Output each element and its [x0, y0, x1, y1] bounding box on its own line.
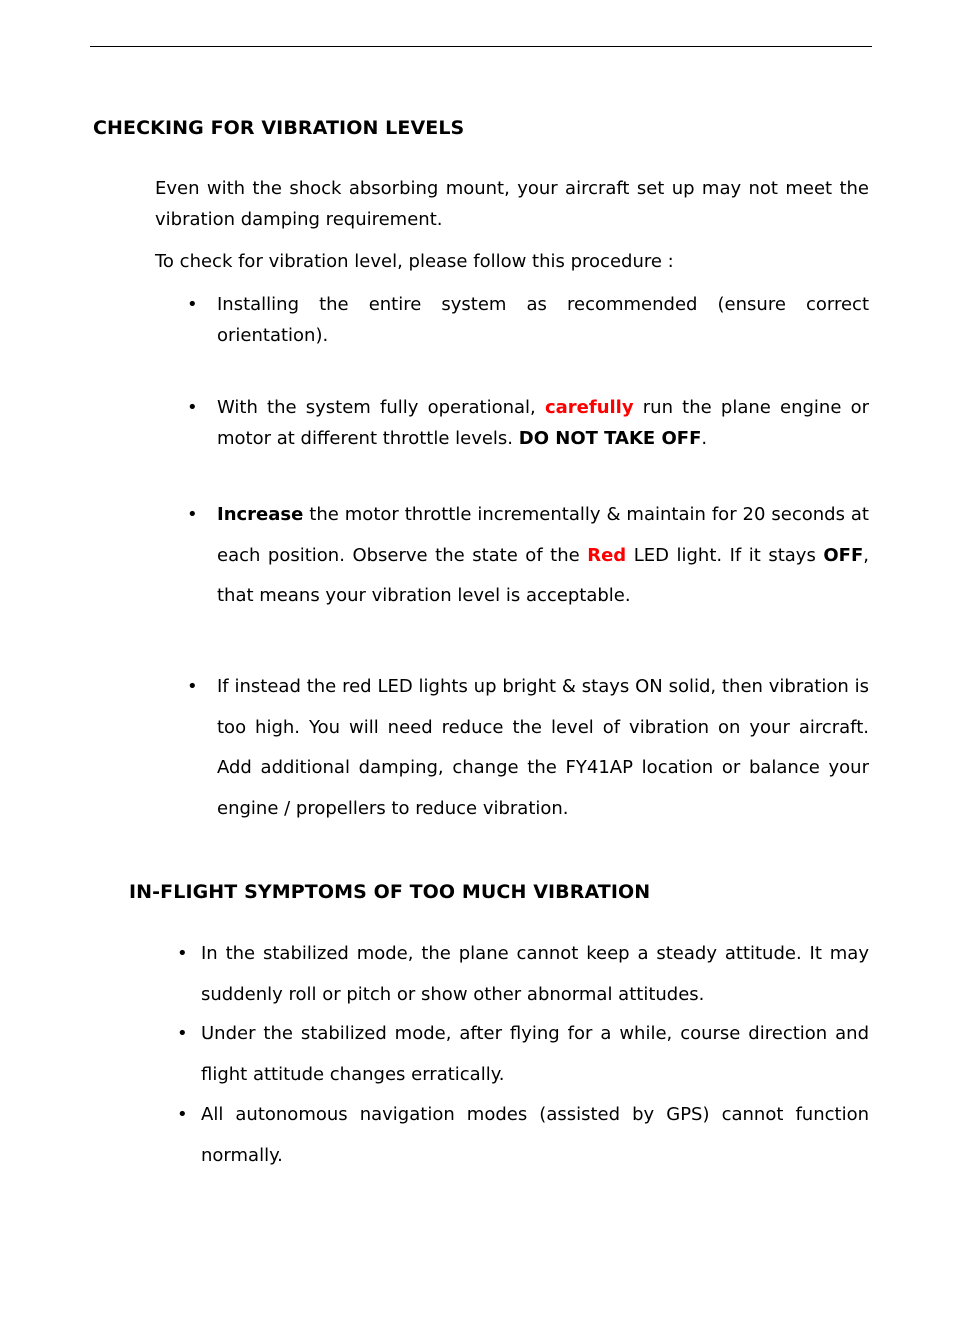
bullet-icon: •	[187, 294, 198, 315]
list-item	[187, 667, 869, 829]
step-text: Installing the entire system as recommended (ensure correct orientation).	[217, 294, 869, 346]
step-text: the motor throttle incrementally & maintain for 20 seconds at each position. Observe the state of the	[217, 504, 869, 566]
symptom-text: Under the stabilized mode, after flying for a while, course direction and flight attitude changes erratically.	[201, 1023, 869, 1085]
bullet-icon: •	[187, 397, 198, 418]
step-text: .	[701, 428, 708, 449]
list-item	[187, 495, 869, 617]
bullet-icon: •	[177, 943, 188, 964]
emphasis-text: OFF	[823, 544, 864, 566]
intro-paragraph: Even with the shock absorbing mount, your aircraft set up may not meet the vibration damping requirement.	[155, 178, 869, 230]
step-text: If instead the red LED lights up bright & stays ON solid, then vibration is too high. You will need reduce the level of vibration on your aircraft. Add additional damping, change the FY41AP location or balance your engine / propellers to reduce vibration.	[217, 676, 869, 819]
list-item	[187, 289, 869, 351]
list-item	[177, 934, 869, 1015]
step-text: run the plane engine or motor at different throttle levels.	[217, 397, 870, 449]
list-item	[177, 1014, 869, 1095]
warning-text: DO NOT TAKE OFF	[518, 428, 702, 449]
bullet-icon: •	[187, 504, 198, 525]
highlight-text: carefully	[544, 397, 634, 418]
section-heading-vibration-levels: CHECKING FOR VIBRATION LEVELS	[93, 117, 465, 139]
step-text: LED light. If it stays	[626, 544, 824, 566]
step-text: With the system fully operational,	[217, 397, 545, 418]
list-item	[177, 1095, 869, 1176]
emphasis-text: Increase	[217, 504, 304, 525]
section-heading-inflight-symptoms: IN-FLIGHT SYMPTOMS OF TOO MUCH VIBRATION	[129, 881, 651, 903]
bullet-icon: •	[177, 1104, 188, 1125]
step-text: , that means your vibration level is acceptable.	[217, 544, 869, 606]
bullet-icon: •	[187, 676, 198, 697]
header-rule	[90, 46, 872, 47]
list-item	[187, 392, 870, 454]
symptom-text: In the stabilized mode, the plane cannot keep a steady attitude. It may suddenly roll or pitch or show other abnormal attitudes.	[201, 943, 869, 1005]
procedure-lead: To check for vibration level, please follow this procedure :	[155, 251, 674, 272]
symptom-text: All autonomous navigation modes (assisted by GPS) cannot function normally.	[201, 1104, 869, 1166]
highlight-text: Red	[587, 544, 627, 566]
bullet-icon: •	[177, 1023, 188, 1044]
